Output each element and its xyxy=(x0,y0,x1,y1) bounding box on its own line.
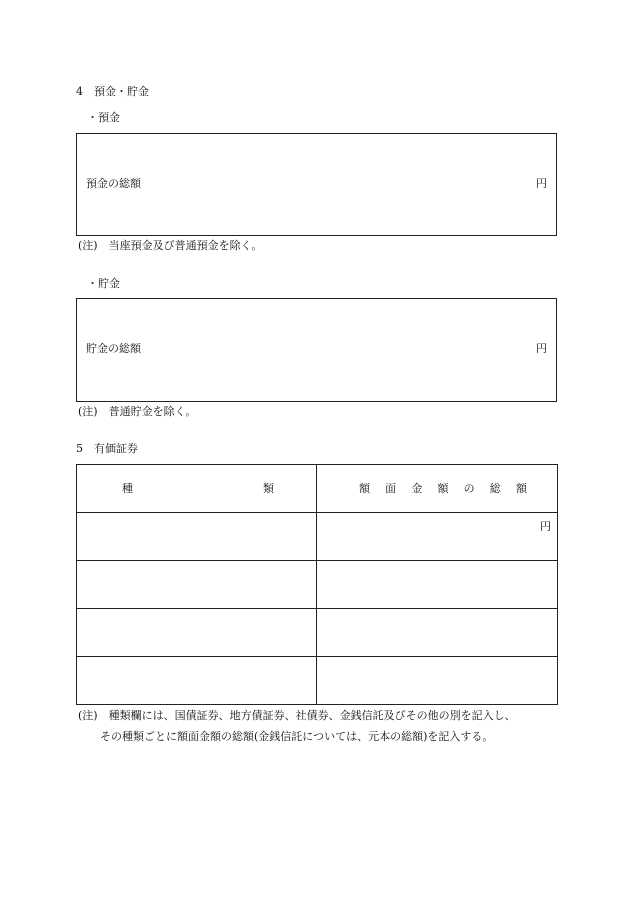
table-row xyxy=(77,657,558,705)
header-kind xyxy=(77,465,317,513)
savings-note: (注) 普通貯金を除く。 xyxy=(78,405,197,418)
header-amount-char: の xyxy=(463,482,475,495)
header-amount-char: 面 xyxy=(385,482,397,495)
deposit-total-label: 預金の総額 xyxy=(86,177,141,190)
header-amount-char: 額 xyxy=(359,482,370,495)
deposit-total-box[interactable] xyxy=(76,133,557,236)
amount-yen-unit: 円 xyxy=(540,520,551,533)
header-amount-char: 額 xyxy=(515,482,527,495)
kind-cell[interactable] xyxy=(77,561,317,609)
deposit-subtitle: ・預金 xyxy=(87,111,120,124)
kind-cell[interactable] xyxy=(77,657,317,705)
savings-total-label: 貯金の総額 xyxy=(86,342,141,355)
section-5-title: 5 有価証券 xyxy=(76,442,138,455)
table-row xyxy=(77,609,558,657)
table-row xyxy=(77,513,558,561)
header-amount-char: 金 xyxy=(411,482,423,495)
amount-cell[interactable] xyxy=(317,609,558,657)
kind-cell[interactable] xyxy=(77,513,317,561)
savings-subtitle: ・貯金 xyxy=(87,277,120,290)
securities-note-line2: その種類ごとに額面金額の総額(金銭信託については、元本の総額)を記入する。 xyxy=(100,730,494,743)
securities-table-header xyxy=(77,465,558,513)
header-kind-char: 種 xyxy=(122,482,133,495)
deposit-note: (注) 当座預金及び普通預金を除く。 xyxy=(78,239,263,252)
securities-note-line1: (注) 種類欄には、国債証券、地方債証券、社債券、金銭信託及びその他の別を記入し、 xyxy=(78,709,516,722)
header-amount-char: 額 xyxy=(437,482,449,495)
kind-cell[interactable] xyxy=(77,609,317,657)
section-4-title: 4 預金・貯金 xyxy=(76,85,149,98)
savings-total-box[interactable] xyxy=(76,298,557,402)
amount-cell[interactable] xyxy=(317,657,558,705)
securities-table xyxy=(76,464,558,705)
deposit-yen-unit: 円 xyxy=(536,177,547,190)
header-amount-char: 総 xyxy=(489,482,501,495)
amount-cell[interactable] xyxy=(317,561,558,609)
header-face-amount xyxy=(317,465,558,513)
amount-cell[interactable] xyxy=(317,513,558,561)
table-row xyxy=(77,561,558,609)
header-kind-char: 類 xyxy=(263,482,274,495)
savings-yen-unit: 円 xyxy=(536,342,547,355)
